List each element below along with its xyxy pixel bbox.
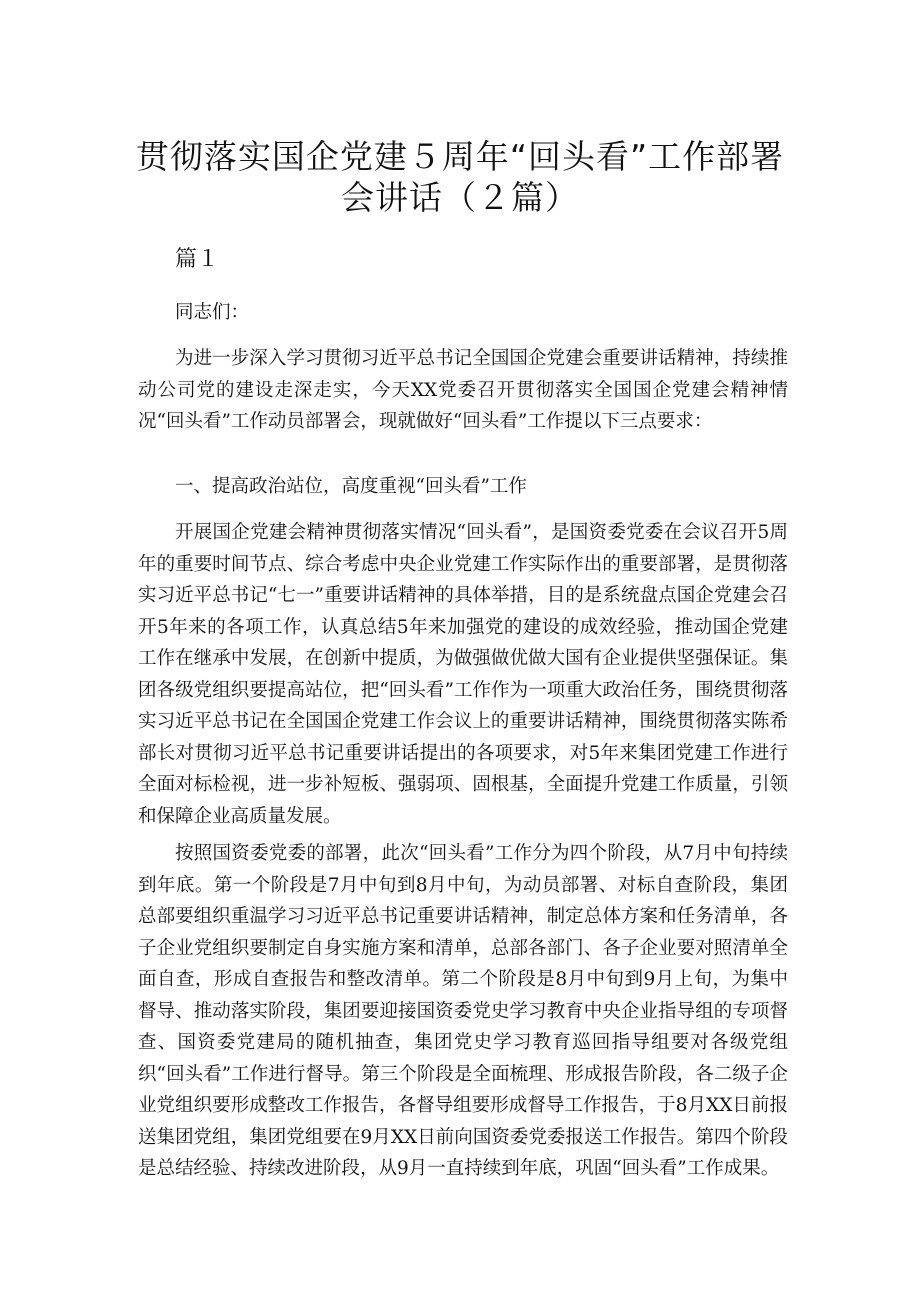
- section-label: 篇１: [175, 247, 220, 272]
- document-title-line1: 贯彻落实国企党建５周年“回头看”工作部署: [135, 137, 785, 176]
- greeting: 同志们：: [175, 302, 250, 323]
- heading-1: 一、提高政治站位，高度重视“回头看”工作: [175, 476, 527, 497]
- document-title-line2: 会讲话（２篇）: [341, 178, 579, 217]
- paragraph-significance: 开展国企党建会精神贯彻落实情况“回头看”，是国资委党委在会议召开5周年的重要时间节点、综合考虑中央企业党建工作实际作出的重要部署，是贯彻落实习近平总书记“七一”重要讲话精神的具体举措，目的是系统盘点国企党建会召开5年来的各项工作，认真总结5年来加强党的建设的成效经验，推动国企党建工作在继承中发展，在创新中提质，为做强做优做大国有企业提供坚强保证。集团各级党组织要提高站位，把“回头看”工作作为一项重大政治任务，围绕贯彻落实习近平总书记在全国国企党建工作会议上的重要讲话精神，围绕贯彻落实陈希部长对贯彻习近平总书记重要讲话提出的各项要求，对5年来集团党建工作进行全面对标检视，进一步补短板、强弱项、固根基，全面提升党建工作质量，引领和保障企业高质量发展。: [138, 522, 788, 827]
- paragraph-stages: 按照国资委党委的部署，此次“回头看”工作分为四个阶段，从7月中旬持续到年底。第一个阶段是7月中旬到8月中旬，为动员部署、对标自查阶段，集团总部要组织重温学习习近平总书记重要讲话精神，制定总体方案和任务清单，各子企业党组织要制定自身实施方案和清单，总部各部门、各子企业要对照清单全面自查，形成自查报告和整改清单。第二个阶段是8月中旬到9月上旬，为集中督导、推动落实阶段，集团要迎接国资委党史学习教育中央企业指导组的专项督查、国资委党建局的随机抽查，集团党史学习教育巡回指导组要对各级党组织“回头看”工作进行督导。第三个阶段是全面梳理、形成报告阶段，各二级子企业党组织要形成整改工作报告，各督导组要形成督导工作报告，于8月XX日前报送集团党组，集团党组要在9月XX日前向国资委党委报送工作报告。第四个阶段是总结经验、持续改进阶段，从9月一直持续到年底，巩固“回头看”工作成果。: [138, 843, 788, 1179]
- paragraph-intro: 为进一步深入学习贯彻习近平总书记全国国企党建会重要讲话精神，持续推动公司党的建设走深走实，今天XX党委召开贯彻落实全国国企党建会精神情况“回头看”工作动员部署会，现就做好“回头看”工作提以下三点要求：: [138, 348, 788, 432]
